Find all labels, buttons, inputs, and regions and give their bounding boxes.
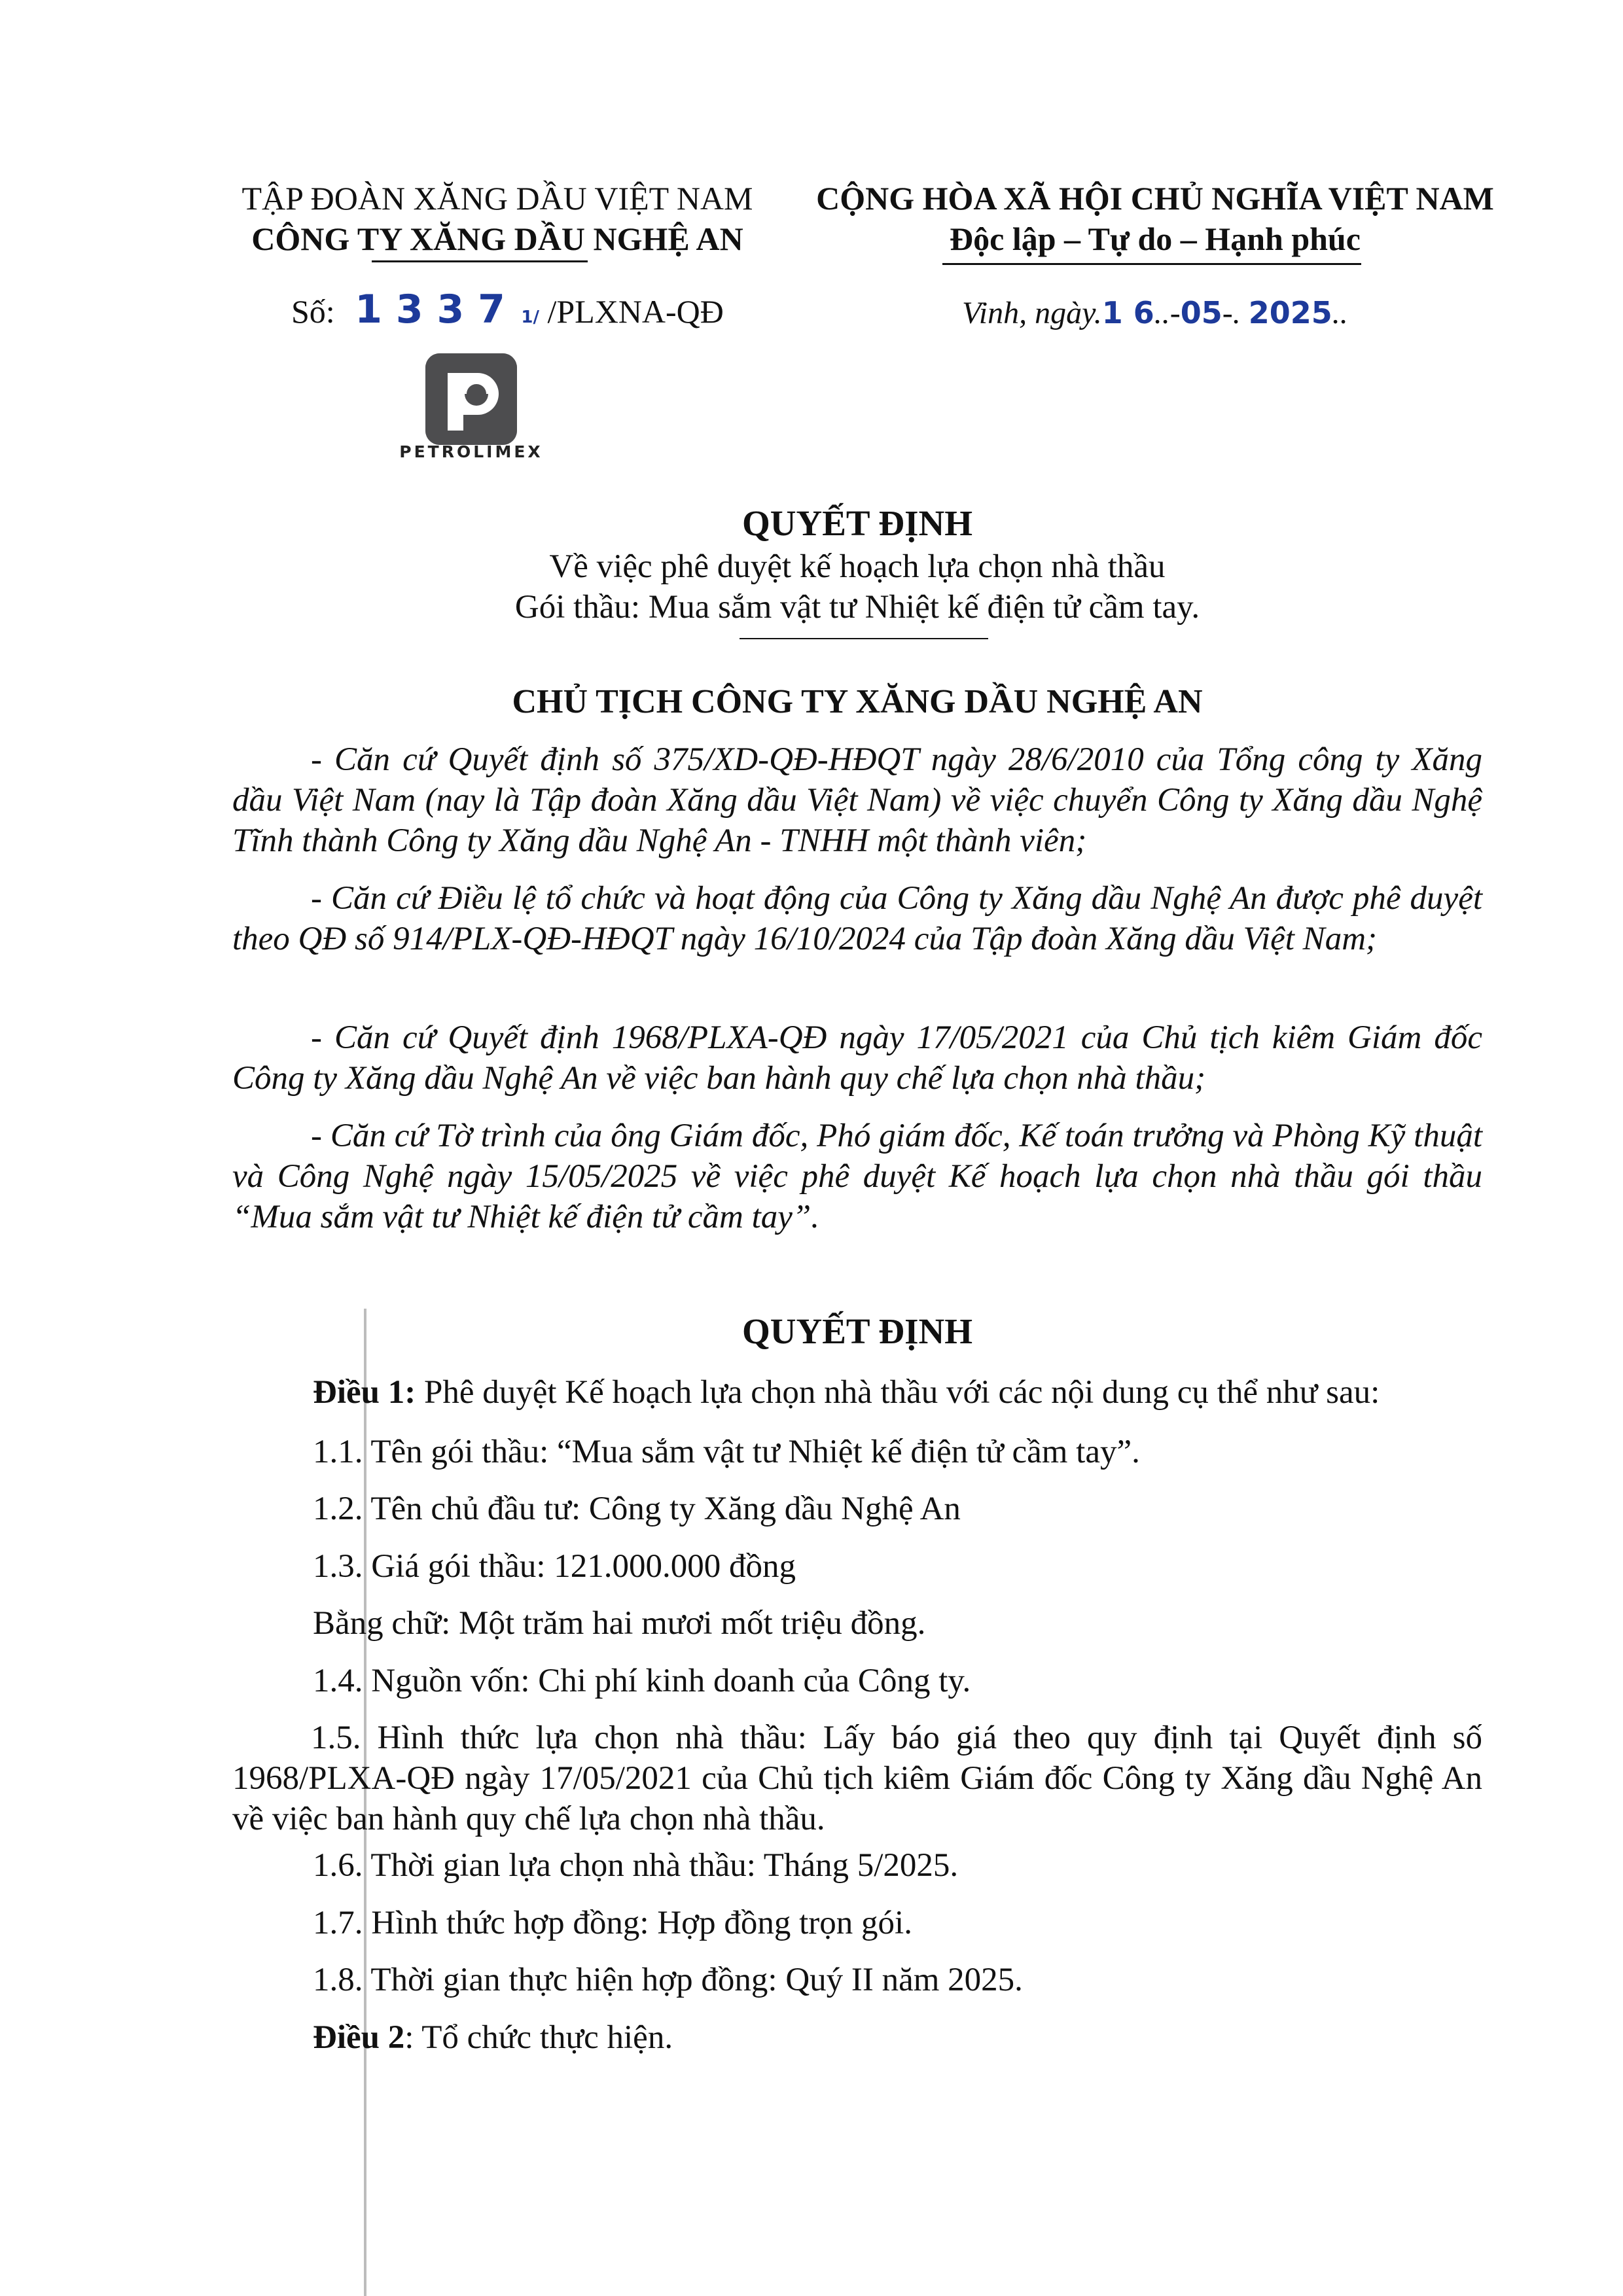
item-1-4: 1.4. Nguồn vốn: Chi phí kinh doanh của Công ty. — [313, 1663, 971, 1699]
doc-number-label: Số: — [291, 293, 335, 330]
title-underline — [740, 638, 988, 639]
date-prefix: Vinh, ngày — [962, 296, 1094, 330]
doc-number-suffix: /PLXNA-QĐ — [547, 293, 724, 330]
header-left — [216, 178, 779, 259]
article-2 — [313, 2017, 673, 2058]
basis-paragraph-2: - Căn cứ Điều lệ tổ chức và hoạt động của Công ty Xăng dầu Nghệ An được phê duyệt theo QĐ số 914/PLX-QĐ-HĐQT ngày 16/10/2024 của Tập đoàn Xăng dầu Việt Nam; — [232, 880, 1482, 957]
article-2-text: : Tổ chức thực hiện. — [404, 2019, 673, 2056]
national-motto: Độc lập – Tự do – Hạnh phúc — [950, 221, 1361, 257]
article-1-label: Điều 1: — [313, 1374, 416, 1411]
item-1-8: 1.8. Thời gian thực hiện hợp đồng: Quý II năm 2025. — [313, 1962, 1023, 1998]
item-1-2: 1.2. Tên chủ đầu tư: Công ty Xăng dầu Nghệ An — [313, 1491, 961, 1527]
item-1-3: 1.3. Giá gói thầu: 121.000.000 đồng — [313, 1548, 796, 1585]
date-month: 05 — [1180, 295, 1222, 330]
article-1-text: Phê duyệt Kế hoạch lựa chọn nhà thầu với các nội dung cụ thể như sau: — [416, 1374, 1380, 1411]
title-block — [216, 501, 1499, 627]
date-year: 2025 — [1248, 295, 1332, 330]
company-name: CÔNG TY XĂNG DẦU NGHỆ AN — [251, 221, 743, 257]
basis-paragraph-1: - Căn cứ Quyết định số 375/XD-QĐ-HĐQT ngày 28/6/2010 của Tổng công ty Xăng dầu Việt Nam (nay là Tập đoàn Xăng dầu Việt Nam) về việc chuyển Công ty Xăng dầu Nghệ Tĩnh thành Công ty Xăng dầu Nghệ An - TNHH một thành viên; — [232, 741, 1482, 859]
doc-number-handwritten: 1 3 3 7 — [355, 287, 505, 332]
petrolimex-logo-icon — [425, 353, 517, 445]
amount-in-words: Bằng chữ: Một trăm hai mươi mốt triệu đồng. — [313, 1605, 926, 1642]
parent-org: TẬP ĐOÀN XĂNG DẦU VIỆT NAM — [241, 180, 753, 217]
motto-underline — [942, 263, 1361, 265]
item-1-1: 1.1. Tên gói thầu: “Mua sắm vật tư Nhiệt kế điện tử cầm tay”. — [313, 1434, 1140, 1470]
petrolimex-logo — [425, 353, 517, 445]
article-1 — [313, 1372, 1380, 1413]
date-line: Vinh, ngày.1 6..-05-. 2025.. — [962, 295, 1348, 330]
date-day: 1 6 — [1101, 295, 1154, 330]
article-2-label: Điều 2 — [313, 2019, 405, 2056]
logo-text: PETROLIMEX — [399, 442, 543, 461]
decision-subtitle-2: Gói thầu: Mua sắm vật tư Nhiệt kế điện tử cầm tay. — [514, 589, 1200, 626]
doc-number-mark: 1/ — [521, 308, 539, 327]
authority-line: CHỦ TỊCH CÔNG TY XĂNG DẦU NGHỆ AN — [512, 683, 1203, 720]
basis-paragraph-4: - Căn cứ Tờ trình của ông Giám đốc, Phó giám đốc, Kế toán trưởng và Phòng Kỹ thuật và Công Nghệ ngày 15/05/2025 về việc phê duyệt Kế hoạch lựa chọn nhà thầu gói thầu “Mua sắm vật tư Nhiệt kế điện tử cầm tay”. — [232, 1118, 1482, 1235]
decision-subtitle-1: Về việc phê duyệt kế hoạch lựa chọn nhà thầu — [549, 548, 1166, 585]
company-underline — [372, 260, 588, 262]
decision-heading: QUYẾT ĐỊNH — [742, 1311, 972, 1351]
basis-paragraph-3: - Căn cứ Quyết định 1968/PLXA-QĐ ngày 17/05/2021 của Chủ tịch kiêm Giám đốc Công ty Xăng dầu Nghệ An về việc ban hành quy chế lựa chọn nhà thầu; — [232, 1019, 1482, 1097]
header-right — [795, 178, 1515, 259]
decision-title: QUYẾT ĐỊNH — [742, 503, 972, 543]
item-1-5: 1.5. Hình thức lựa chọn nhà thầu: Lấy báo giá theo quy định tại Quyết định số 1968/PLXA-QĐ ngày 17/05/2021 của Chủ tịch kiêm Giám đốc Công ty Xăng dầu Nghệ An về việc ban hành quy chế lựa chọn nhà thầu. — [232, 1720, 1482, 1837]
national-title: CỘNG HÒA XÃ HỘI CHỦ NGHĨA VIỆT NAM — [816, 180, 1494, 217]
doc-number — [291, 274, 724, 353]
item-1-7: 1.7. Hình thức hợp đồng: Hợp đồng trọn gói. — [313, 1905, 912, 1941]
item-1-6: 1.6. Thời gian lựa chọn nhà thầu: Tháng 5/2025. — [313, 1847, 959, 1884]
